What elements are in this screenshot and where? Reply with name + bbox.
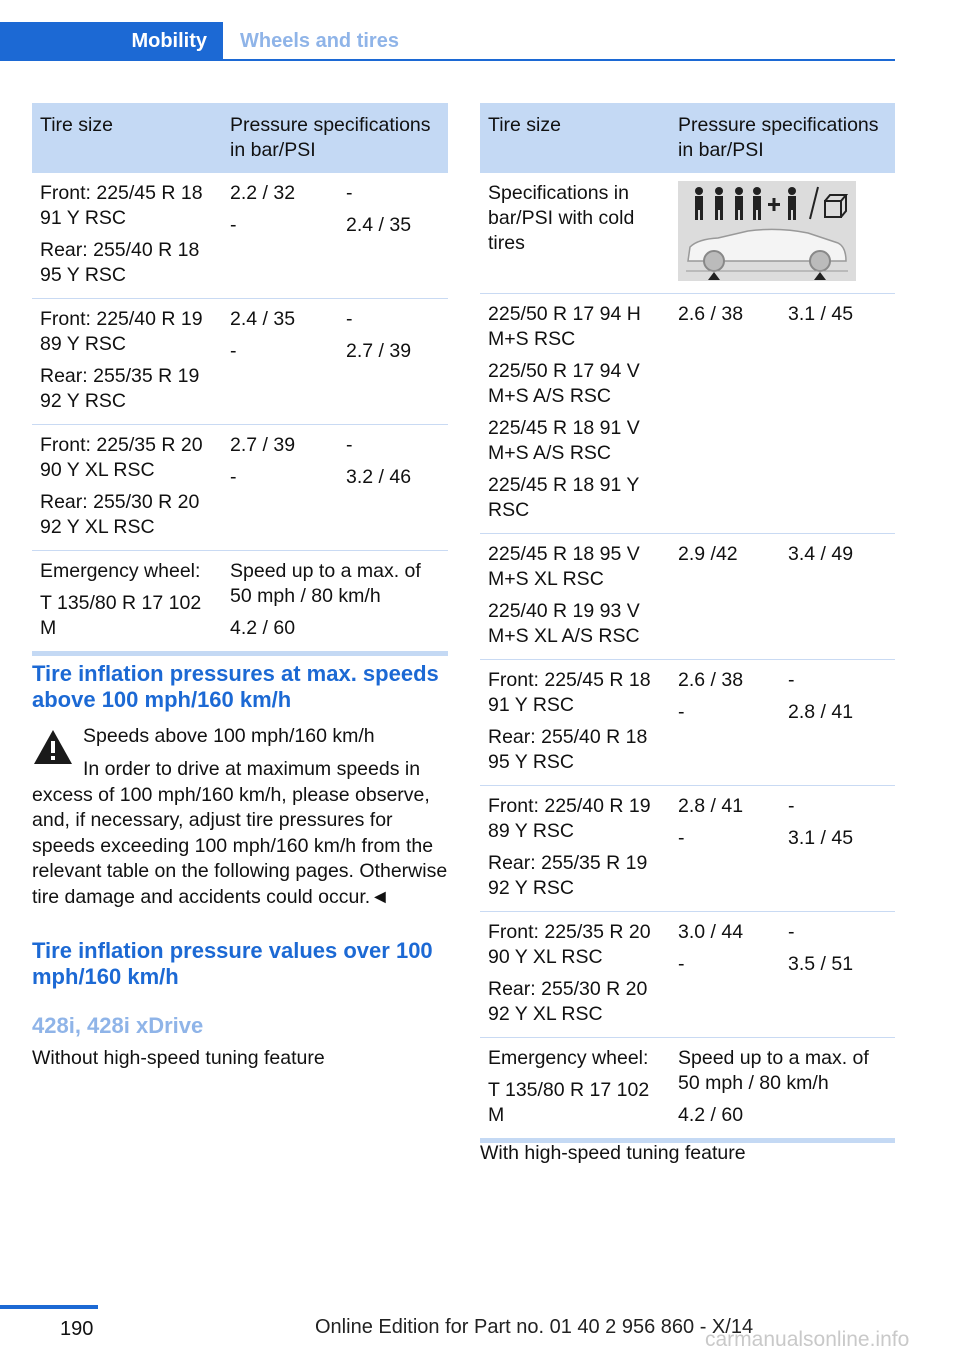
model-heading: 428i, 428i xDrive <box>32 1013 204 1038</box>
with-feature-label: With high-speed tuning feature <box>480 1142 746 1164</box>
table-header-tire-size: Tire size <box>32 103 222 173</box>
table-row: Front: 225/45 R 18 91 Y RSC Rear: 255/40 R 18 95 Y RSC 2.6 / 38 - - 2.8 / 41 <box>480 660 895 786</box>
warning-title: Speeds above 100 mph/160 km/h <box>83 725 375 747</box>
page-number: 190 <box>60 1318 94 1340</box>
table-row: Front: 225/35 R 20 90 Y XL RSC Rear: 255/30 R 20 92 Y XL RSC 2.7 / 39 - - 3.2 / 46 <box>32 425 448 551</box>
max-speed-heading: Tire inflation pressures at max. speeds above 100 mph/160 km/h <box>32 661 439 712</box>
table-header-pressure: Pressure specifications in bar/PSI <box>222 103 448 173</box>
table-row-emergency: Emergency wheel: T 135/80 R 17 102 M Speed up to a max. of 50 mph / 80 km/h 4.2 / 60 <box>32 551 448 654</box>
watermark: carmanualsonline.info <box>705 1328 910 1351</box>
table-header-tire-size: Tire size <box>480 103 670 173</box>
table-header-pressure: Pressure specifications in bar/PSI <box>670 103 895 173</box>
header-rule <box>223 59 895 61</box>
pressure-table-right <box>480 103 895 1143</box>
end-mark: ◄ <box>370 885 390 908</box>
chapter-tab: Wheels and tires <box>240 30 399 52</box>
page-header <box>0 22 895 62</box>
values-heading: Tire inflation pressure values over 100 mph/160 km/h <box>32 938 433 989</box>
edition-text: Online Edition for Part no. 01 40 2 956 860 - X/14 <box>315 1316 754 1338</box>
table-row-cold-tires <box>480 173 895 294</box>
without-feature-label: Without high-speed tuning feature <box>32 1047 325 1069</box>
table-row: 225/45 R 18 95 V M+S XL RSC 225/40 R 19 93 V M+S XL A/S RSC 2.9 /42 3.4 / 49 <box>480 534 895 660</box>
pressure-table-left <box>32 103 448 656</box>
table-row: Front: 225/45 R 18 91 Y RSC Rear: 255/40 R 18 95 Y RSC 2.2 / 32 - - 2.4 / 35 <box>32 173 448 299</box>
table-row: Front: 225/35 R 20 90 Y XL RSC Rear: 255/30 R 20 92 Y XL RSC 3.0 / 44 - - 3.5 / 51 <box>480 912 895 1038</box>
cold-tires-label: Specifications in bar/PSI with cold tires <box>488 182 635 254</box>
vehicle-load-icon <box>678 181 856 281</box>
footer-accent-bar <box>0 1305 98 1309</box>
table-row-emergency: Emergency wheel: T 135/80 R 17 102 M Speed up to a max. of 50 mph / 80 km/h 4.2 / 60 <box>480 1038 895 1141</box>
table-row: 225/50 R 17 94 H M+S RSC 225/50 R 17 94 V M+S A/S RSC 225/45 R 18 91 V M+S A/S RSC 225/45 R 18 91 Y RSC 2.6 / 38 3.1 / 45 <box>480 294 895 534</box>
table-row: Front: 225/40 R 19 89 Y RSC Rear: 255/35 R 19 92 Y RSC 2.4 / 35 - - 2.7 / 39 <box>32 299 448 425</box>
table-row: Front: 225/40 R 19 89 Y RSC Rear: 255/35 R 19 92 Y RSC 2.8 / 41 - - 3.1 / 45 <box>480 786 895 912</box>
section-tab: Mobility <box>0 22 223 61</box>
warning-body: In order to drive at maximum speeds in excess of 100 mph/160 km/h, please observe, and, if necessary, adjust tire pressures for speeds exceeding 100 mph/160 km/h from the relevant table on the following pages. Otherwise tire damage and accidents could occur.◄ <box>32 758 448 908</box>
